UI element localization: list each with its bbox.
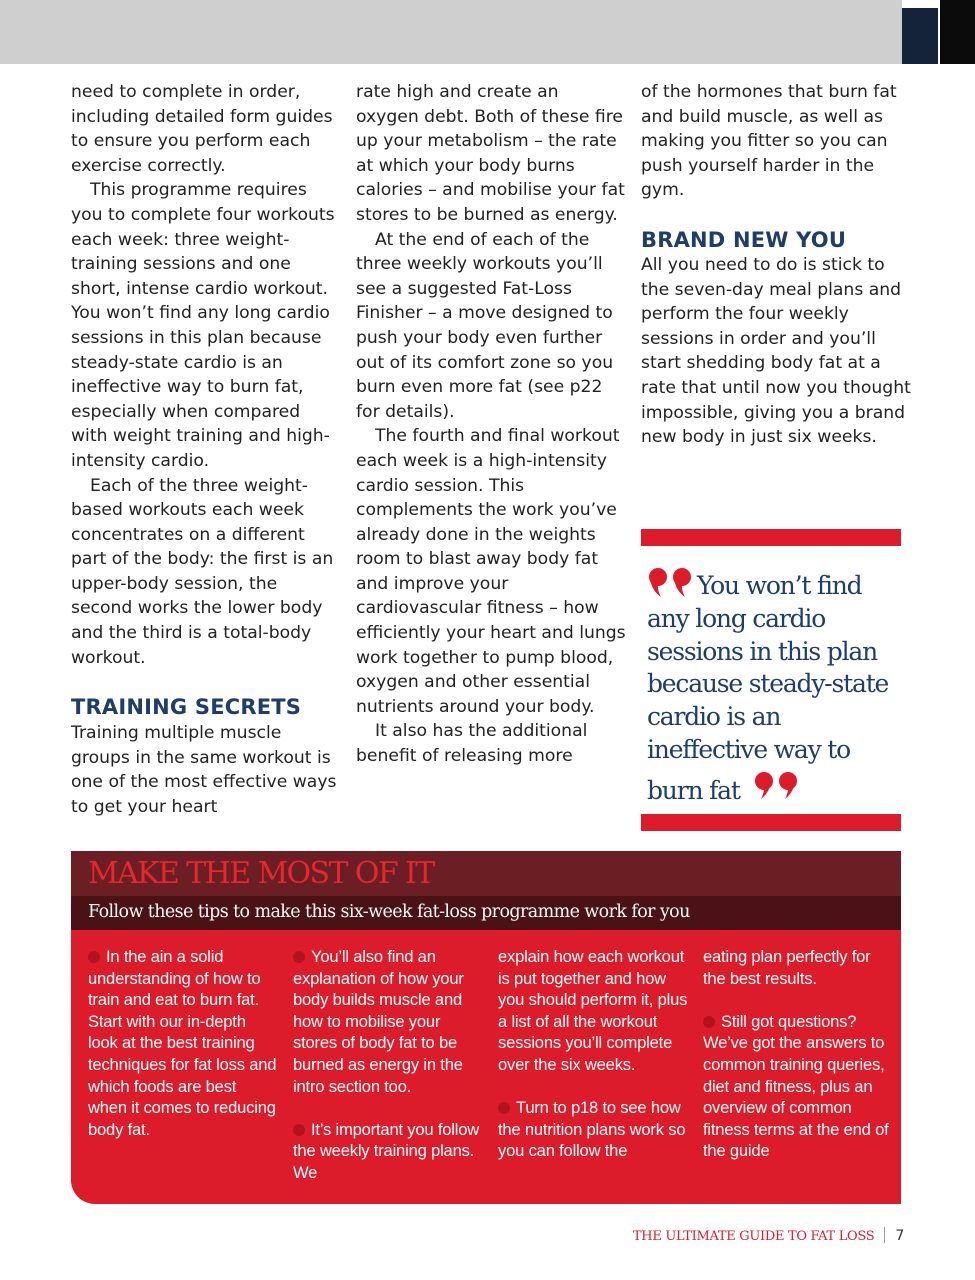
paragraph: rate high and create an oxygen debt. Both of these fire up your metabolism – the rate at which your body burns calories – and mobilise your fat stores to be burned as energy. (356, 82, 625, 225)
page-footer (633, 1227, 904, 1244)
section-heading-brand-new-you: BRAND NEW YOU (641, 227, 847, 252)
open-quote-icon (647, 566, 697, 598)
tip-text: explain how each workout is put together and how you should perform it, plus a list of all the workout sessions you’ll complete over the six weeks. (498, 947, 688, 1074)
tips-column-2 (293, 946, 483, 1204)
publication-title: THE ULTIMATE GUIDE TO FAT LOSS (632, 1229, 875, 1244)
close-quote-icon (750, 767, 804, 803)
tip-text: Still got questions? We’ve got the answers to common training queries, diet and fitness, plus an overview of common fitness terms at the end of the guide (703, 1011, 889, 1161)
pullquote-text: You won’t find any long cardio sessions in this plan because steady-state cardio is an ineffective way to burn fat (647, 571, 889, 805)
bullet-icon (88, 951, 100, 963)
paragraph: need to complete in order, including detailed form guides to ensure you perform each exercise correctly. (71, 82, 333, 176)
bullet-icon (293, 1124, 305, 1136)
tip-item (293, 946, 483, 1097)
text-column-1 (71, 80, 341, 820)
tip-item (88, 946, 278, 1140)
bullet-icon (498, 1102, 510, 1114)
text-column-2 (356, 80, 626, 769)
paragraph: Each of the three weight-based workouts each week concentrates on a different part of the body: the first is an upper-body session, the second works the lower body and the third is a total-body workout. (71, 475, 334, 668)
tip-text: Turn to p18 to see how the nutrition plans work so you can follow the (498, 1098, 686, 1161)
section-heading-training-secrets: TRAINING SECRETS (71, 695, 302, 720)
edge-tab (940, 0, 975, 64)
tips-box-subtitle: Follow these tips to make this six-week fat-loss programme work for you (88, 902, 690, 922)
paragraph: of the hormones that burn fat and build muscle, as well as making you fitter so you can push yourself harder in the gym. (641, 82, 897, 201)
section-tab (902, 8, 938, 64)
paragraph: All you need to do is stick to the seven-day meal plans and perform the four weekly sessions in order and you’ll start shedding body fat at a rate that until now you thought impossible, giving you a brand new body in just six weeks. (641, 254, 911, 448)
paragraph: It also has the additional benefit of releasing more (356, 721, 588, 767)
top-band (0, 0, 902, 64)
pullquote (647, 566, 902, 808)
tips-column-3 (498, 946, 688, 1184)
page-number: 7 (895, 1228, 904, 1244)
tip-item (703, 1011, 893, 1162)
tip-item (498, 1097, 688, 1162)
tips-column-4 (703, 946, 893, 1184)
tip-text: You’ll also find an explanation of how your body builds muscle and how to mobilise your stores of body fat to be burned as energy in the intro section too. (293, 947, 464, 1096)
tips-box-title: MAKE THE MOST OF IT (88, 856, 434, 891)
tip-item (293, 1119, 483, 1184)
paragraph: This programme requires you to complete four workouts each week: three weight-training sessions and one short, intense cardio workout. You won’t find any long cardio sessions in this plan because steady-state cardio is an ineffective way to burn fat, especially when compared with weight training and high-intensity cardio. (71, 180, 335, 471)
bullet-icon (293, 951, 305, 963)
tip-text: eating plan perfectly for the best results. (703, 947, 871, 988)
tip-item (703, 946, 893, 989)
tip-text: In the ain a solid understanding of how to train and eat to burn fat. Start with our in-depth look at the best training techniques for fat loss and which foods are best when it comes to reducing body fat. (88, 947, 277, 1139)
tip-item (498, 946, 688, 1076)
bullet-icon (703, 1016, 715, 1028)
tip-text: It’s important you follow the weekly training plans. We (293, 1119, 480, 1182)
paragraph: The fourth and final workout each week is a high-intensity cardio session. This complements the work you’ve already done in the weights room to blast away body fat and improve your cardiovascular fitness – how efficiently your heart and lungs work together to pump blood, oxygen and other essential nutrients around your body. (356, 426, 626, 717)
footer-divider (884, 1227, 885, 1243)
pullquote-rule-bottom (641, 814, 901, 831)
tips-column-1 (88, 946, 278, 1162)
tips-box (71, 851, 901, 1204)
paragraph: At the end of each of the three weekly workouts you’ll see a suggested Fat-Loss Finisher – a move designed to push your body even further out of its comfort zone so you burn even more fat (see p22 for details). (356, 229, 614, 422)
paragraph: Training multiple muscle groups in the same workout is one of the most effective ways to get your heart (71, 723, 337, 818)
text-column-3 (641, 80, 911, 450)
pullquote-rule-top (641, 529, 901, 546)
